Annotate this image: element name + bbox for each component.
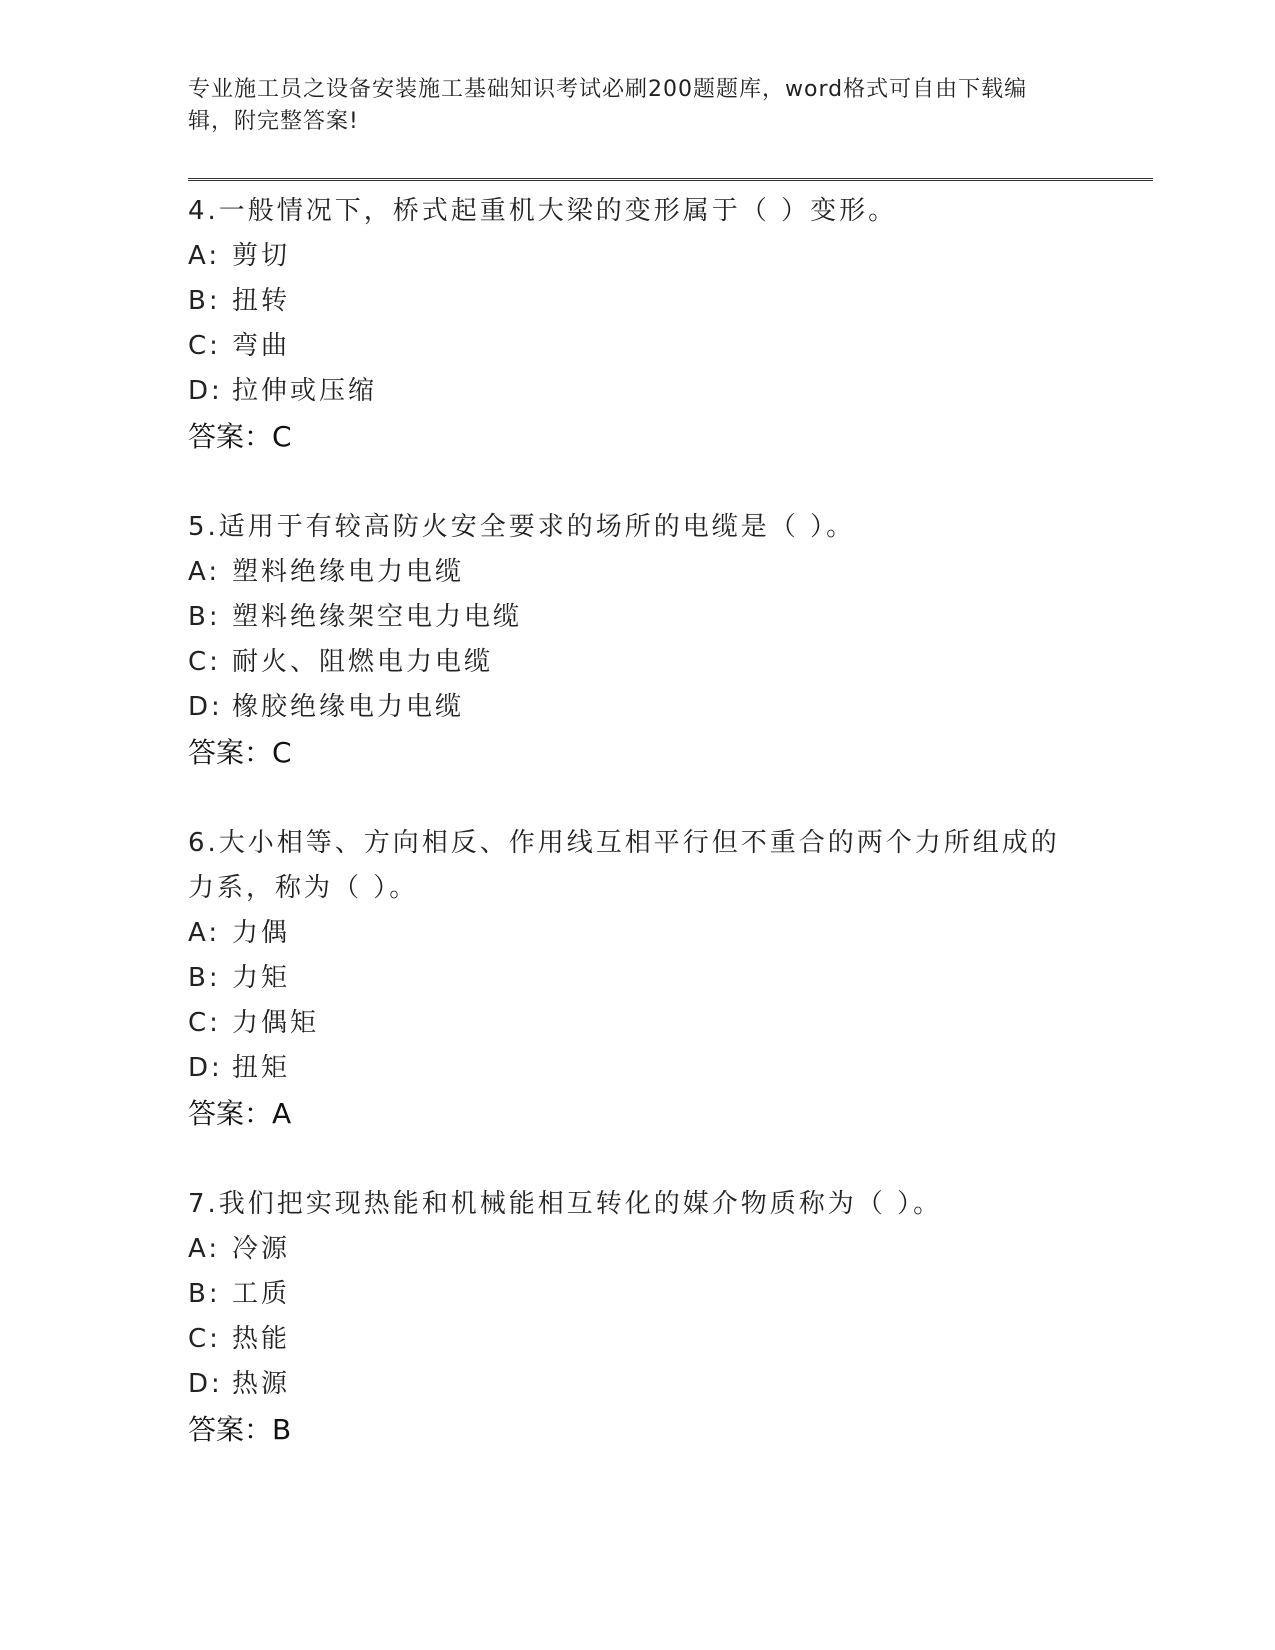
option-key: D:: [188, 376, 223, 406]
option-text: 力偶矩: [232, 1008, 320, 1038]
option-text: 力矩: [232, 963, 291, 993]
answer-line: 答案：C: [188, 420, 292, 453]
option-text: 塑料绝缘架空电力电缆: [232, 602, 523, 632]
option-text: 扭转: [232, 286, 291, 316]
option-key: A:: [188, 918, 221, 948]
option-key: B:: [188, 286, 221, 316]
option-c: [188, 640, 1088, 685]
document-title: 专业施工员之设备安装施工基础知识考试必刷200题题库，word格式可自由下载编辑，附完整答案!: [188, 77, 1028, 134]
option-key: C:: [188, 331, 221, 361]
option-a: [188, 911, 1088, 956]
document-header: [188, 74, 1068, 138]
option-key: C:: [188, 1008, 221, 1038]
option-b: [188, 1272, 1088, 1317]
option-d: [188, 1046, 1088, 1091]
answer-line: 答案：C: [188, 736, 292, 769]
option-key: B:: [188, 1279, 221, 1309]
option-key: C:: [188, 1324, 221, 1354]
option-d: [188, 1362, 1088, 1407]
answer-line: 答案：A: [188, 1097, 292, 1130]
option-key: A:: [188, 557, 221, 587]
question-stem: 7.我们把实现热能和机械能相互转化的媒介物质称为（ ）。: [188, 1189, 943, 1219]
option-text: 橡胶绝缘电力电缆: [232, 692, 465, 722]
question-5: [188, 505, 1088, 775]
option-d: [188, 685, 1088, 730]
option-a: [188, 550, 1088, 595]
option-text: 耐火、阻燃电力电缆: [232, 647, 494, 677]
option-text: 拉伸或压缩: [232, 376, 378, 406]
question-4: [188, 189, 1088, 459]
option-b: [188, 595, 1088, 640]
option-a: [188, 1227, 1088, 1272]
option-key: D:: [188, 692, 223, 722]
option-text: 塑料绝缘电力电缆: [232, 557, 465, 587]
option-key: A:: [188, 1234, 221, 1264]
option-c: [188, 1001, 1088, 1046]
option-text: 热源: [232, 1369, 291, 1399]
option-d: [188, 369, 1088, 414]
option-b: [188, 279, 1088, 324]
option-text: 冷源: [232, 1234, 291, 1264]
option-key: D:: [188, 1053, 223, 1083]
question-6: [188, 821, 1088, 1136]
option-text: 弯曲: [232, 331, 291, 361]
option-c: [188, 1317, 1088, 1362]
answer-line: 答案：B: [188, 1413, 292, 1446]
option-text: 工质: [232, 1279, 291, 1309]
option-key: A:: [188, 241, 221, 271]
option-key: C:: [188, 647, 221, 677]
option-c: [188, 324, 1088, 369]
question-list: [188, 189, 1088, 1498]
question-stem: 5.适用于有较高防火安全要求的场所的电缆是（ ）。: [188, 512, 856, 542]
option-text: 扭矩: [232, 1053, 291, 1083]
option-text: 剪切: [232, 241, 291, 271]
option-a: [188, 234, 1088, 279]
header-divider: [188, 178, 1153, 183]
question-7: [188, 1182, 1088, 1452]
question-stem: 4.一般情况下，桥式起重机大梁的变形属于（ ）变形。: [188, 196, 898, 226]
option-key: B:: [188, 963, 221, 993]
option-key: D:: [188, 1369, 223, 1399]
option-text: 热能: [232, 1324, 291, 1354]
question-stem: 6.大小相等、方向相反、作用线互相平行但不重合的两个力所组成的力系，称为（ ）。: [188, 828, 1060, 903]
option-key: B:: [188, 602, 221, 632]
option-b: [188, 956, 1088, 1001]
option-text: 力偶: [232, 918, 291, 948]
